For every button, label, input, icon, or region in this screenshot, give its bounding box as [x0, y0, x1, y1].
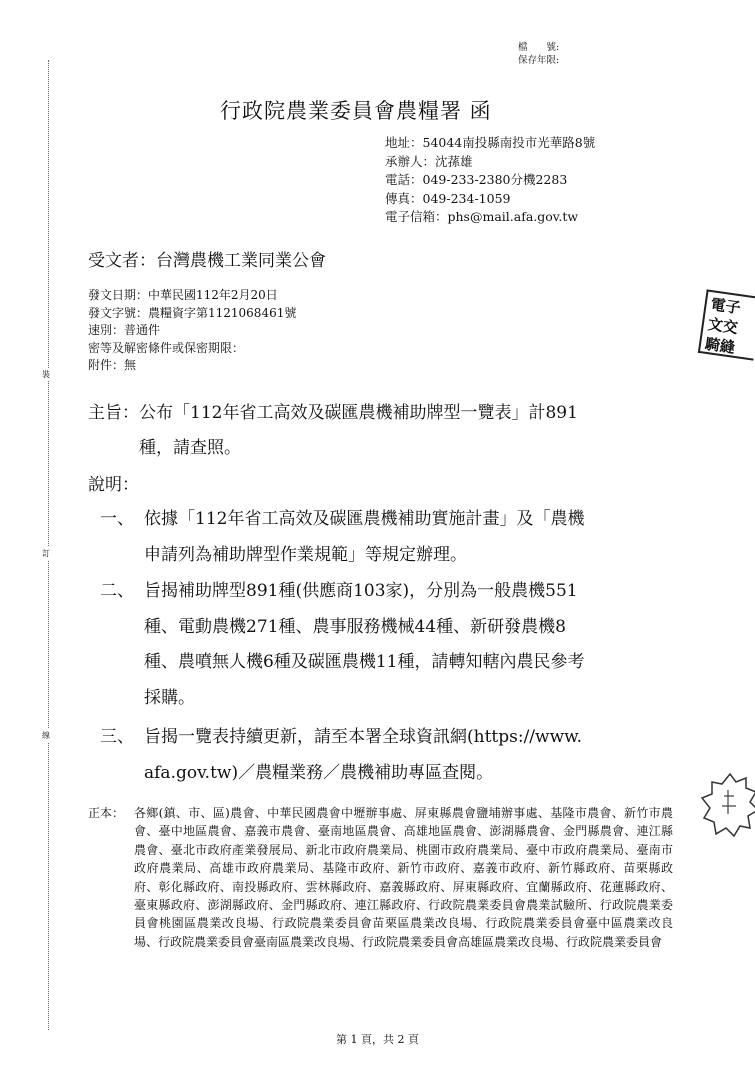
item-number: 三、 [100, 727, 134, 747]
margin-mark-stitch: 訂 [42, 549, 50, 558]
explanation-item-3 [100, 720, 680, 791]
contact-officer: 承辦人：沈蓀雄 [385, 153, 473, 169]
file-number-label: 檔 號: [518, 42, 560, 53]
urgency: 速別：普通件 [88, 323, 161, 337]
item-line: afa.gov.tw)／農糧業務／農機補助專區查閱。 [144, 762, 494, 783]
attachment: 附件：無 [88, 358, 137, 372]
subject-line-1: 公布「112年省工高效及碳匯農機補助牌型一覽表」計891 [139, 403, 578, 423]
electronic-seam-stamp [698, 289, 755, 360]
retention-label: 保存年限: [518, 55, 560, 66]
subject-line-2: 種，請查照。 [139, 438, 241, 458]
explanation-item-2 [100, 574, 680, 716]
document-number: 發文字號：農糧資字第1121068461號 [88, 305, 297, 320]
copies-label: 正本： [88, 806, 125, 820]
issue-date: 發文日期：中華民國112年2月20日 [88, 288, 278, 302]
binding-dotted-line [48, 60, 49, 1030]
page-footer: 第 1 頁，共 2 頁 [336, 1033, 419, 1046]
item-number: 二、 [100, 581, 134, 601]
margin-mark-bind: 裝 [42, 370, 50, 379]
item-line: 旨揭補助牌型891種(供應商103家)，分別為一般農機551 [144, 581, 578, 601]
recipient: 受文者：台灣農機工業同業公會 [88, 251, 326, 271]
seal-icon [700, 770, 755, 840]
contact-block [385, 134, 595, 227]
subject [88, 398, 678, 464]
contact-fax: 傳真：049-234-1059 [385, 190, 511, 206]
contact-address: 地址：54044南投縣南投市光華路8號 [385, 135, 596, 150]
confidentiality: 密等及解密條件或保密期限： [88, 340, 245, 355]
explanation-item-1 [100, 502, 680, 573]
item-line: 旨揭一覽表持續更新，請至本署全球資訊網(https://www. [144, 727, 583, 747]
margin-mark-line: 線 [42, 731, 50, 740]
item-number: 一、 [100, 509, 134, 529]
contact-email: 電子信箱：phs@mail.afa.gov.tw [385, 209, 579, 225]
document-title: 行政院農業委員會農糧署 函 [220, 99, 492, 123]
subject-label: 主旨： [88, 403, 139, 423]
stamp-line: 文交 [706, 315, 739, 338]
explanation-heading: 說明： [88, 475, 139, 495]
item-line: 種、農噴無人機6種及碳匯農機11種，請轉知轄內農民參考 [144, 652, 585, 672]
stamp-line: 電子 [709, 295, 742, 318]
copies-text: 各鄉(鎮、市、區)農會、中華民國農會中壢辦事處、屏東縣農會鹽埔辦事處、基隆市農會、新竹市農會、臺中地區農會、嘉義市農會、臺南地區農會、高雄地區農會、澎湖縣農會、金門縣農會、連江縣農會、臺北市政府產業發展局、新北市政府農業局、桃園市政府農業局、臺中市政府農業局、臺南市政府農業局、高雄市政府農業局、基隆市政府、新竹市政府、嘉義市政府、新竹縣政府、苗栗縣政府、彰化縣政府、南投縣政府、雲林縣政府、嘉義縣政府、屏東縣政府、宜蘭縣政府、花蓮縣政府、臺東縣政府、澎湖縣政府、金門縣政府、連江縣政府、行政院農業委員會農業試驗所、行政院農業委員會桃園區農業改良場、行政院農業委員會苗栗區農業改良場、行政院農業委員會臺中區農業改良場、行政院農業委員會臺南區農業改良場、行政院農業委員會高雄區農業改良場、行政院農業委員會 [134, 806, 673, 949]
copies-block [88, 804, 673, 951]
meta-block [88, 287, 296, 375]
item-line: 依據「112年省工高效及碳匯農機補助實施計畫」及「農機 [144, 509, 585, 529]
item-line: 採購。 [144, 687, 195, 708]
item-line: 種、電動農機271種、農事服務機械44種、新研發農機8 [144, 616, 566, 637]
contact-phone: 電話：049-233-2380分機2283 [385, 172, 568, 188]
stamp-line: 騎縫 [703, 334, 737, 357]
item-line: 申請列為補助牌型作業規範」等規定辦理。 [144, 544, 467, 565]
